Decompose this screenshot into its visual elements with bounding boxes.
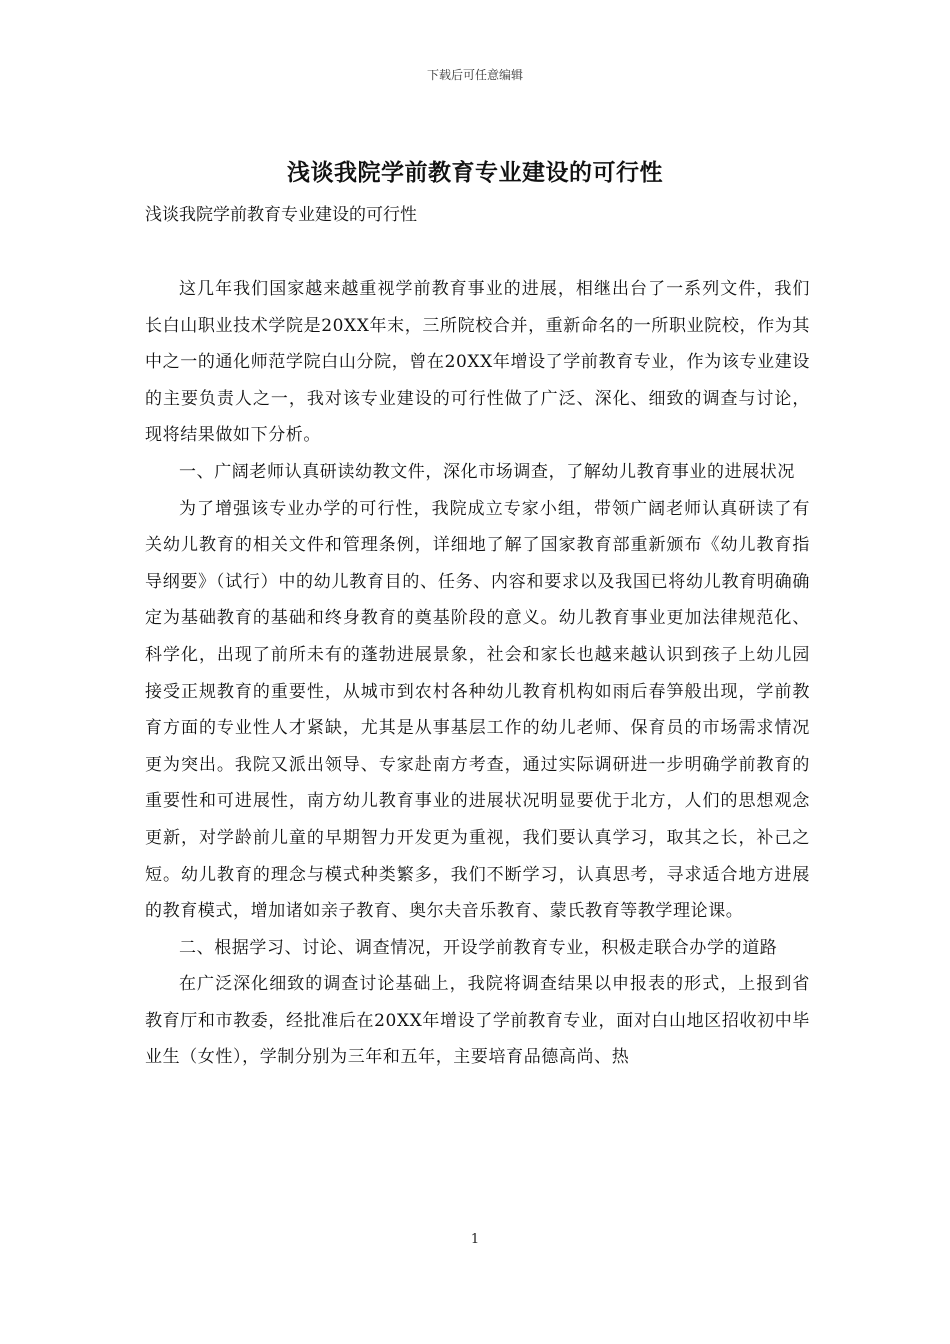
paragraph-research: 为了增强该专业办学的可行性，我院成立专家小组，带领广阔老师认真研读了有关幼儿教育的相关文件和管理条例，详细地了解了国家教育部重新颁布《幼儿教育指导纲要》（试行）中的幼儿教育目的、任务、内容和要求以及我国已将幼儿教育明确确定为基础教育的基础和终身教育的奠基阶段的意义。幼儿教育事业更加法律规范化、科学化，出现了前所未有的蓬勃进展景象，社会和家长也越来越认识到孩子上幼儿园接受正规教育的重要性，从城市到农村各种幼儿教育机构如雨后春笋般出现，学前教育方面的专业性人才紧缺，尤其是从事基层工作的幼儿老师、保育员的市场需求情况更为突出。我院又派出领导、专家赴南方考查，通过实际调研进一步明确学前教育的重要性和可进展性，南方幼儿教育事业的进展状况明显要优于北方，人们的思想观念更新，对学龄前儿童的早期智力开发更为重视，我们要认真学习，取其之长，补己之短。幼儿教育的理念与模式种类繁多，我们不断学习，认真思考，寻求适合地方进展的教育模式，增加诸如亲子教育、奥尔夫音乐教育、蒙氏教育等教学理论课。 xyxy=(145,498,810,922)
paragraph-establishment: 在广泛深化细致的调查讨论基础上，我院将调查结果以申报表的形式，上报到省教育厅和市教委，经批准后在20XX年增设了学前教育专业，面对白山地区招收初中毕业生（女性），学制分别为三年和五年，主要培育品德高尚、热 xyxy=(145,974,810,1068)
document-subtitle: 浅谈我院学前教育专业建设的可行性 xyxy=(145,205,417,225)
page-number: 1 xyxy=(470,1232,480,1247)
document-title: 浅谈我院学前教育专业建设的可行性 xyxy=(287,159,663,186)
section-heading-2: 二、根据学习、讨论、调查情况，开设学前教育专业，积极走联合办学的道路 xyxy=(179,937,778,958)
document-body xyxy=(145,271,810,1076)
paragraph-intro: 这几年我们国家越来越重视学前教育事业的进展，相继出台了一系列文件，我们长白山职业技术学院是20XX年末，三所院校合并，重新命名的一所职业院校，作为其中之一的通化师范学院白山分院，曾在20XX年增设了学前教育专业，作为该专业建设的主要负责人之一，我对该专业建设的可行性做了广泛、深化、细致的调查与讨论，现将结果做如下分析。 xyxy=(145,279,810,446)
page-header: 下载后可任意编辑 xyxy=(426,68,523,82)
section-heading-1: 一、广阔老师认真研读幼教文件，深化市场调查，了解幼儿教育事业的进展状况 xyxy=(179,461,795,482)
